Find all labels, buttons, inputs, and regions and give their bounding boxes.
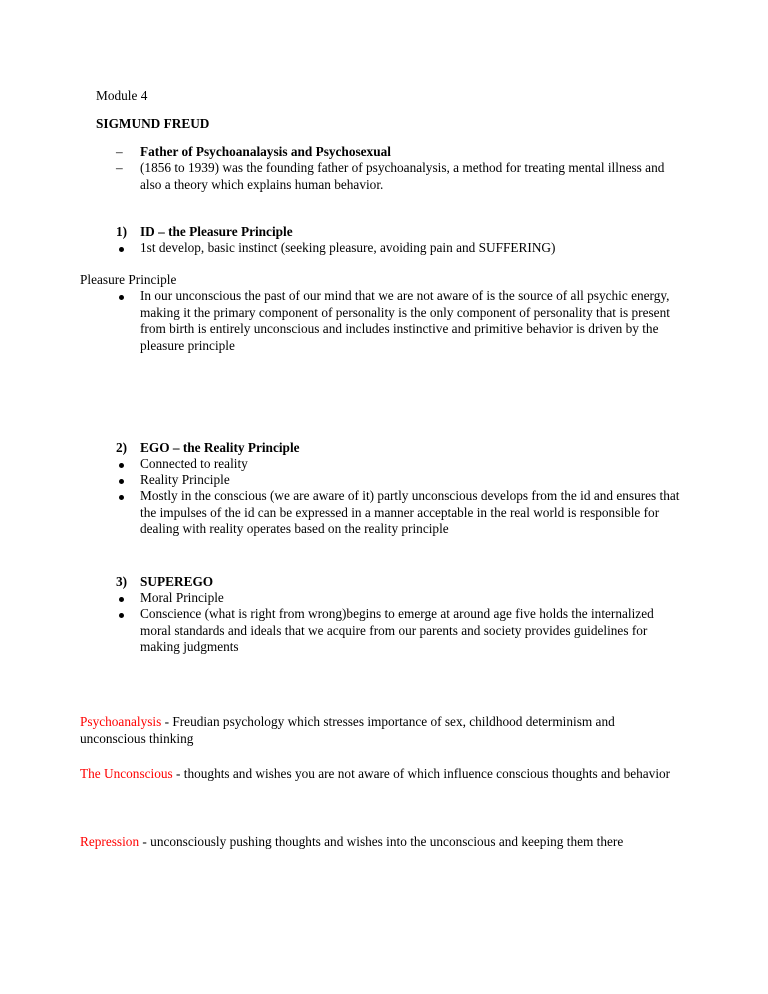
term-text: - unconsciously pushing thoughts and wishes into the unconscious and keeping them there bbox=[139, 834, 624, 849]
superego-bullet-item: Moral Principle bbox=[140, 590, 224, 605]
bullet-dot bbox=[119, 247, 124, 252]
section-heading-id: ID – the Pleasure Principle bbox=[140, 224, 293, 239]
term-name: Repression bbox=[80, 834, 140, 849]
section-number-ego: 2) bbox=[116, 440, 128, 455]
bullet-dot bbox=[119, 479, 124, 484]
intro-item-dates: (1856 to 1939) was the founding father of psychoanalysis, a method for treating mental illness and also a theory which explains human behavior. bbox=[140, 160, 665, 192]
term-definition bbox=[80, 766, 680, 783]
intro-item-father: Father of Psychoanalaysis and Psychosexual bbox=[140, 144, 391, 159]
module-label: Module 4 bbox=[96, 88, 148, 103]
section-heading-ego: EGO – the Reality Principle bbox=[140, 440, 300, 455]
ego-bullet-item: Reality Principle bbox=[140, 472, 230, 487]
ego-bullet-item: Connected to reality bbox=[140, 456, 248, 471]
term-definition bbox=[80, 834, 680, 851]
section-number-id: 1) bbox=[116, 224, 128, 239]
pleasure-principle-label: Pleasure Principle bbox=[80, 272, 177, 287]
id-bullet-item: 1st develop, basic instinct (seeking pleasure, avoiding pain and SUFFERING) bbox=[140, 240, 556, 255]
pleasure-principle-bullet: In our unconscious the past of our mind that we are not aware of is the source of all psychic energy, making it the primary component of personality is the only component of personality that is present from birth is entirely unconscious and includes instinctive and primitive behavior is driven by the pleasure principle bbox=[140, 288, 670, 353]
dash-marker: – bbox=[116, 160, 123, 175]
superego-bullet-item: Conscience (what is right from wrong)begins to emerge at around age five holds the internalized moral standards and ideals that we acquire from our parents and society provides guidelines for making judgments bbox=[140, 606, 654, 654]
bullet-dot bbox=[119, 613, 124, 618]
dash-marker: – bbox=[116, 144, 123, 159]
page-title: SIGMUND FREUD bbox=[96, 116, 210, 131]
bullet-dot bbox=[119, 463, 124, 468]
term-text: - Freudian psychology which stresses importance of sex, childhood determinism and unconscious thinking bbox=[80, 714, 615, 746]
term-name: The Unconscious bbox=[80, 766, 173, 781]
ego-bullet-item: Mostly in the conscious (we are aware of it) partly unconscious develops from the id and ensures that the impulses of the id can be expressed in a manner acceptable in the real world is responsible for dealing with reality operates based on the reality principle bbox=[140, 488, 680, 536]
section-heading-superego: SUPEREGO bbox=[140, 574, 214, 589]
term-definition bbox=[80, 714, 680, 747]
bullet-dot bbox=[119, 495, 124, 500]
bullet-dot bbox=[119, 295, 124, 300]
term-text: - thoughts and wishes you are not aware of which influence conscious thoughts and behavior bbox=[172, 766, 671, 781]
section-number-superego: 3) bbox=[116, 574, 128, 589]
bullet-dot bbox=[119, 597, 124, 602]
term-name: Psychoanalysis bbox=[80, 714, 162, 729]
